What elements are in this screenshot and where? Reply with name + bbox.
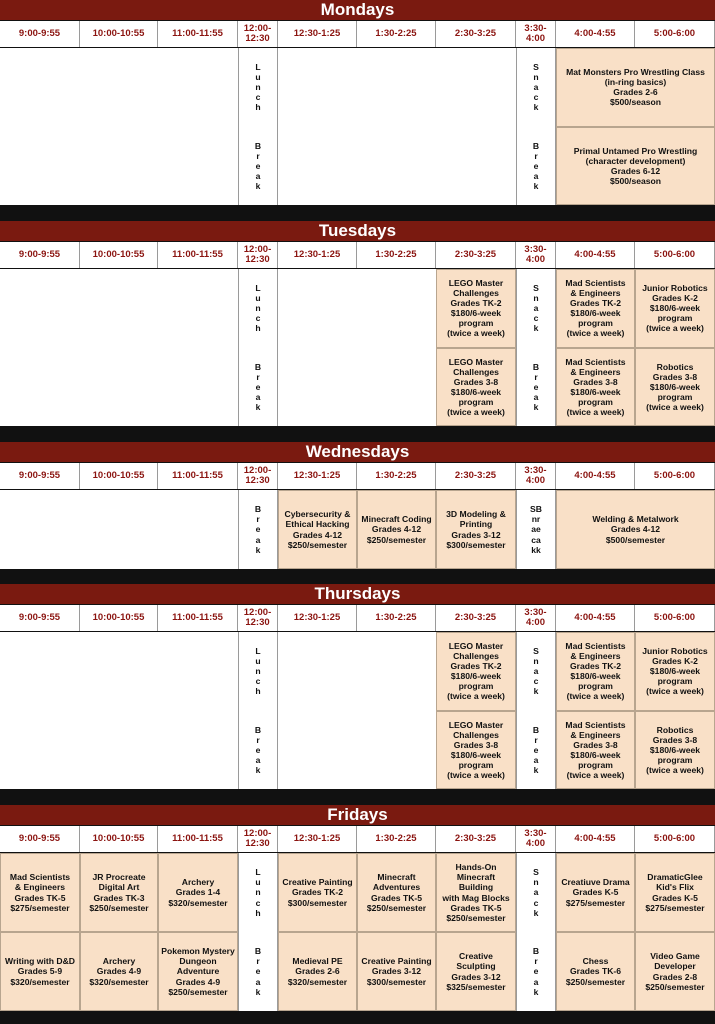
- time-slot-header: 9:00-9:55: [0, 605, 80, 631]
- day-sessions-mondays: [0, 48, 715, 205]
- day-sessions-tuesdays: [0, 269, 715, 426]
- time-slot-header: 2:30-3:25: [436, 242, 516, 268]
- class-cell[interactable]: Archery Grades 1-4 $320/semester: [158, 853, 238, 932]
- time-slot-header: 12:00- 12:30: [238, 826, 278, 852]
- class-cell[interactable]: Robotics Grades 3-8 $180/6-week program (twice a week): [635, 348, 715, 427]
- time-slot-header: 10:00-10:55: [80, 605, 158, 631]
- time-slot-header: 10:00-10:55: [80, 242, 158, 268]
- time-slot-header: 9:00-9:55: [0, 242, 80, 268]
- time-slot-header: 9:00-9:55: [0, 463, 80, 489]
- time-header-row: [0, 21, 715, 47]
- time-slot-header: 10:00-10:55: [80, 463, 158, 489]
- class-cell[interactable]: Creative Painting Grades TK-2 $300/semester: [278, 853, 357, 932]
- time-slot-header: 5:00-6:00: [635, 463, 715, 489]
- lunch-break-label: B r e a k: [238, 127, 278, 206]
- class-cell[interactable]: LEGO Master Challenges Grades TK-2 $180/6-week program (twice a week): [436, 269, 516, 348]
- class-cell[interactable]: LEGO Master Challenges Grades TK-2 $180/6-week program (twice a week): [436, 632, 516, 711]
- lunch-break-label: B r e a k: [238, 348, 278, 427]
- lunch-break-label: B r e a k: [238, 490, 278, 569]
- class-cell[interactable]: Creative Painting Grades 3-12 $300/semester: [357, 932, 436, 1011]
- class-cell[interactable]: Creative Sculpting Grades 3-12 $325/semester: [436, 932, 516, 1011]
- lunch-break-label: B r e a k: [238, 932, 278, 1011]
- day-sessions-wednesdays: [0, 490, 715, 569]
- class-cell[interactable]: Creatiuve Drama Grades K-5 $275/semester: [556, 853, 635, 932]
- time-slot-header: 12:00- 12:30: [238, 242, 278, 268]
- class-cell[interactable]: Cybersecurity & Ethical Hacking Grades 4-12 $250/semester: [278, 490, 357, 569]
- time-slot-header: 12:30-1:25: [278, 605, 357, 631]
- class-cell[interactable]: Mad Scientists & Engineers Grades 3-8 $180/6-week program (twice a week): [556, 348, 635, 427]
- time-slot-header: 4:00-4:55: [556, 463, 635, 489]
- time-slot-header: 11:00-11:55: [158, 826, 238, 852]
- time-slot-header: 11:00-11:55: [158, 242, 238, 268]
- time-slot-header: 3:30- 4:00: [516, 826, 556, 852]
- snack-break-label: S n a c k: [516, 632, 556, 711]
- time-slot-header: 3:30- 4:00: [516, 242, 556, 268]
- lunch-break-label: B r e a k: [238, 711, 278, 790]
- time-slot-header: 4:00-4:55: [556, 605, 635, 631]
- time-slot-header: 5:00-6:00: [635, 242, 715, 268]
- time-slot-header: 12:00- 12:30: [238, 463, 278, 489]
- class-cell[interactable]: Archery Grades 4-9 $320/semester: [80, 932, 158, 1011]
- time-slot-header: 5:00-6:00: [635, 826, 715, 852]
- day-header-thursdays: Thursdays: [0, 584, 715, 604]
- time-slot-header: 12:30-1:25: [278, 463, 357, 489]
- class-cell[interactable]: Welding & Metalwork Grades 4-12 $500/semester: [556, 490, 715, 569]
- time-slot-header: 12:30-1:25: [278, 21, 357, 47]
- time-slot-header: 2:30-3:25: [436, 826, 516, 852]
- time-header-row: [0, 605, 715, 631]
- lunch-break-label: L u n c h: [238, 853, 278, 932]
- class-cell[interactable]: 3D Modeling & Printing Grades 3-12 $300/semester: [436, 490, 516, 569]
- class-cell[interactable]: JR Procreate Digital Art Grades TK-3 $250/semester: [80, 853, 158, 932]
- time-slot-header: 1:30-2:25: [357, 463, 436, 489]
- time-slot-header: 4:00-4:55: [556, 826, 635, 852]
- class-cell[interactable]: LEGO Master Challenges Grades 3-8 $180/6-week program (twice a week): [436, 711, 516, 790]
- time-slot-header: 1:30-2:25: [357, 242, 436, 268]
- day-header-fridays: Fridays: [0, 805, 715, 825]
- day-header-tuesdays: Tuesdays: [0, 221, 715, 241]
- time-slot-header: 9:00-9:55: [0, 826, 80, 852]
- lunch-break-label: L u n c h: [238, 632, 278, 711]
- time-slot-header: 1:30-2:25: [357, 826, 436, 852]
- time-slot-header: 12:30-1:25: [278, 826, 357, 852]
- class-cell[interactable]: Video Game Developer Grades 2-8 $250/semester: [635, 932, 715, 1011]
- snack-break-label: B r e a k: [516, 127, 556, 206]
- class-cell[interactable]: LEGO Master Challenges Grades 3-8 $180/6-week program (twice a week): [436, 348, 516, 427]
- lunch-break-label: L u n c h: [238, 48, 278, 127]
- time-slot-header: 11:00-11:55: [158, 605, 238, 631]
- time-slot-header: 11:00-11:55: [158, 21, 238, 47]
- snack-break-label: S n a c k: [516, 853, 556, 932]
- time-slot-header: 3:30- 4:00: [516, 21, 556, 47]
- class-cell[interactable]: Writing with D&D Grades 5-9 $320/semester: [0, 932, 80, 1011]
- class-cell[interactable]: DramaticGlee Kid's Flix Grades K-5 $275/semester: [635, 853, 715, 932]
- time-header-row: [0, 463, 715, 489]
- time-slot-header: 10:00-10:55: [80, 826, 158, 852]
- snack-break-label: SB nr ae ca kk: [516, 490, 556, 569]
- time-slot-header: 4:00-4:55: [556, 242, 635, 268]
- class-cell[interactable]: Robotics Grades 3-8 $180/6-week program (twice a week): [635, 711, 715, 790]
- class-cell[interactable]: Mad Scientists & Engineers Grades TK-2 $180/6-week program (twice a week): [556, 632, 635, 711]
- time-slot-header: 5:00-6:00: [635, 605, 715, 631]
- class-cell[interactable]: Junior Robotics Grades K-2 $180/6-week program (twice a week): [635, 632, 715, 711]
- day-sessions-fridays: [0, 853, 715, 1011]
- class-cell[interactable]: Minecraft Adventures Grades TK-5 $250/semester: [357, 853, 436, 932]
- snack-break-label: B r e a k: [516, 711, 556, 790]
- time-slot-header: 10:00-10:55: [80, 21, 158, 47]
- class-cell[interactable]: Mat Monsters Pro Wrestling Class (in-ring basics) Grades 2-6 $500/season: [556, 48, 715, 127]
- class-cell[interactable]: Medieval PE Grades 2-6 $320/semester: [278, 932, 357, 1011]
- class-cell[interactable]: Hands-On Minecraft Building with Mag Blocks Grades TK-5 $250/semester: [436, 853, 516, 932]
- time-slot-header: 2:30-3:25: [436, 605, 516, 631]
- class-cell[interactable]: Chess Grades TK-6 $250/semester: [556, 932, 635, 1011]
- class-cell[interactable]: Mad Scientists & Engineers Grades 3-8 $180/6-week program (twice a week): [556, 711, 635, 790]
- class-cell[interactable]: Mad Scientists & Engineers Grades TK-2 $180/6-week program (twice a week): [556, 269, 635, 348]
- snack-break-label: B r e a k: [516, 348, 556, 427]
- snack-break-label: B r e a k: [516, 932, 556, 1011]
- time-slot-header: 3:30- 4:00: [516, 605, 556, 631]
- time-slot-header: 3:30- 4:00: [516, 463, 556, 489]
- time-slot-header: 12:00- 12:30: [238, 21, 278, 47]
- time-slot-header: 12:30-1:25: [278, 242, 357, 268]
- class-cell[interactable]: Minecraft Coding Grades 4-12 $250/semester: [357, 490, 436, 569]
- class-cell[interactable]: Pokemon Mystery Dungeon Adventure Grades 4-9 $250/semester: [158, 932, 238, 1011]
- time-slot-header: 4:00-4:55: [556, 21, 635, 47]
- time-slot-header: 1:30-2:25: [357, 605, 436, 631]
- snack-break-label: S n a c k: [516, 48, 556, 127]
- time-slot-header: 2:30-3:25: [436, 463, 516, 489]
- class-cell[interactable]: Mad Scientists & Engineers Grades TK-5 $275/semester: [0, 853, 80, 932]
- time-header-row: [0, 242, 715, 268]
- time-slot-header: 2:30-3:25: [436, 21, 516, 47]
- snack-break-label: S n a c k: [516, 269, 556, 348]
- day-header-wednesdays: Wednesdays: [0, 442, 715, 462]
- time-slot-header: 12:00- 12:30: [238, 605, 278, 631]
- time-slot-header: 9:00-9:55: [0, 21, 80, 47]
- time-slot-header: 11:00-11:55: [158, 463, 238, 489]
- class-cell[interactable]: Primal Untamed Pro Wrestling (character development) Grades 6-12 $500/season: [556, 127, 715, 206]
- time-slot-header: 1:30-2:25: [357, 21, 436, 47]
- time-header-row: [0, 826, 715, 852]
- day-sessions-thursdays: [0, 632, 715, 789]
- lunch-break-label: L u n c h: [238, 269, 278, 348]
- class-cell[interactable]: Junior Robotics Grades K-2 $180/6-week program (twice a week): [635, 269, 715, 348]
- day-header-mondays: Mondays: [0, 0, 715, 20]
- time-slot-header: 5:00-6:00: [635, 21, 715, 47]
